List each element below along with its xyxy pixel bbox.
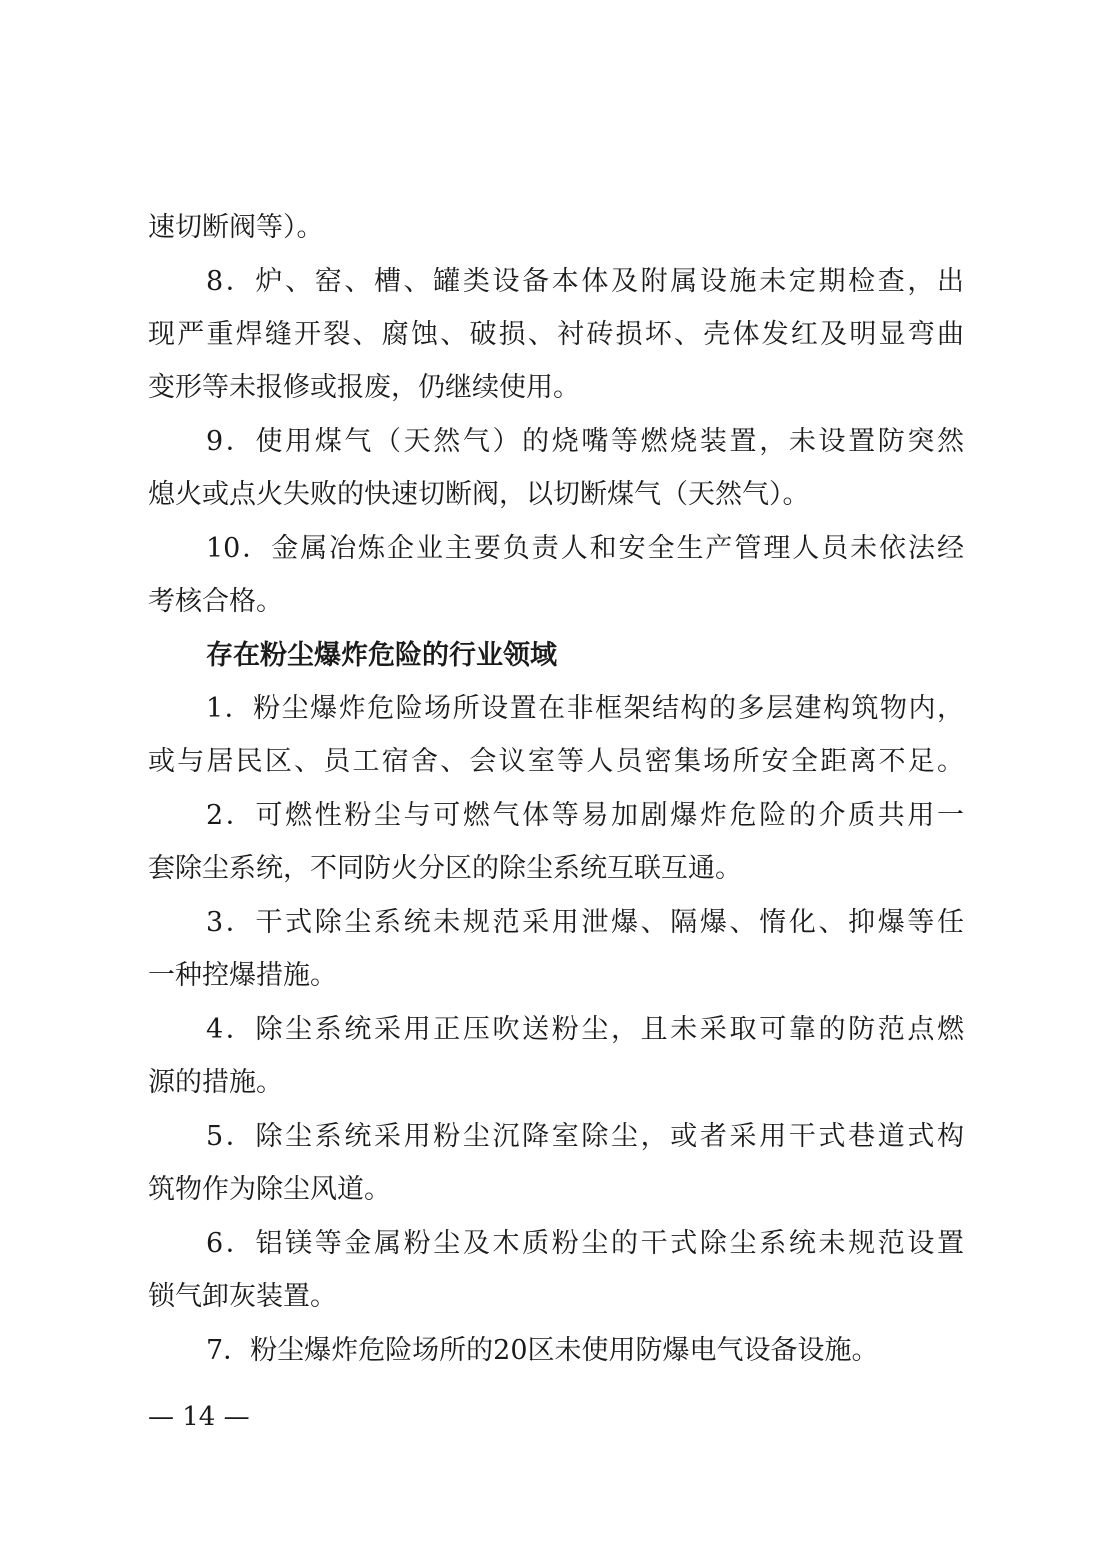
text-line: 考核合格。 xyxy=(148,586,283,617)
text-line: 筑物作为除尘风道。 xyxy=(148,1174,391,1205)
text-line: 10．金属冶炼企业主要负责人和安全生产管理人员未依法经 xyxy=(206,533,964,564)
text-line: 变形等未报修或报废，仍继续使用。 xyxy=(148,372,580,403)
text-line: 4．除尘系统采用正压吹送粉尘，且未采取可靠的防范点燃 xyxy=(206,1014,964,1045)
text-line: 1．粉尘爆炸危险场所设置在非框架结构的多层建构筑物内， xyxy=(206,693,964,724)
text-line: 套除尘系统，不同防火分区的除尘系统互联互通。 xyxy=(148,853,742,884)
page-number: — 14 — xyxy=(148,1402,250,1432)
text-line: 3．干式除尘系统未规范采用泄爆、隔爆、惰化、抑爆等任 xyxy=(206,907,964,938)
text-line: 熄火或点火失败的快速切断阀，以切断煤气（天然气）。 xyxy=(148,479,810,510)
text-line: 5．除尘系统采用粉尘沉降室除尘，或者采用干式巷道式构 xyxy=(206,1121,964,1152)
text-line: 锁气卸灰装置。 xyxy=(148,1281,337,1312)
text-line: 8．炉、窑、槽、罐类设备本体及附属设施未定期检查，出 xyxy=(206,266,964,297)
section-heading: 存在粉尘爆炸危险的行业领域 xyxy=(206,640,557,671)
text-line: 2．可燃性粉尘与可燃气体等易加剧爆炸危险的介质共用一 xyxy=(206,800,964,831)
text-line: 6．铝镁等金属粉尘及木质粉尘的干式除尘系统未规范设置 xyxy=(206,1228,964,1259)
text-line: 源的措施。 xyxy=(148,1067,283,1098)
text-line: 7．粉尘爆炸危险场所的20区未使用防爆电气设备设施。 xyxy=(206,1335,879,1366)
text-line: 现严重焊缝开裂、腐蚀、破损、衬砖损坏、壳体发红及明显弯曲 xyxy=(148,319,964,350)
text-line: 或与居民区、员工宿舍、会议室等人员密集场所安全距离不足。 xyxy=(148,746,964,777)
text-line: 速切断阀等）。 xyxy=(148,212,324,243)
text-line: 9．使用煤气（天然气）的烧嘴等燃烧装置，未设置防突然 xyxy=(206,426,964,457)
text-line: 一种控爆措施。 xyxy=(148,960,337,991)
